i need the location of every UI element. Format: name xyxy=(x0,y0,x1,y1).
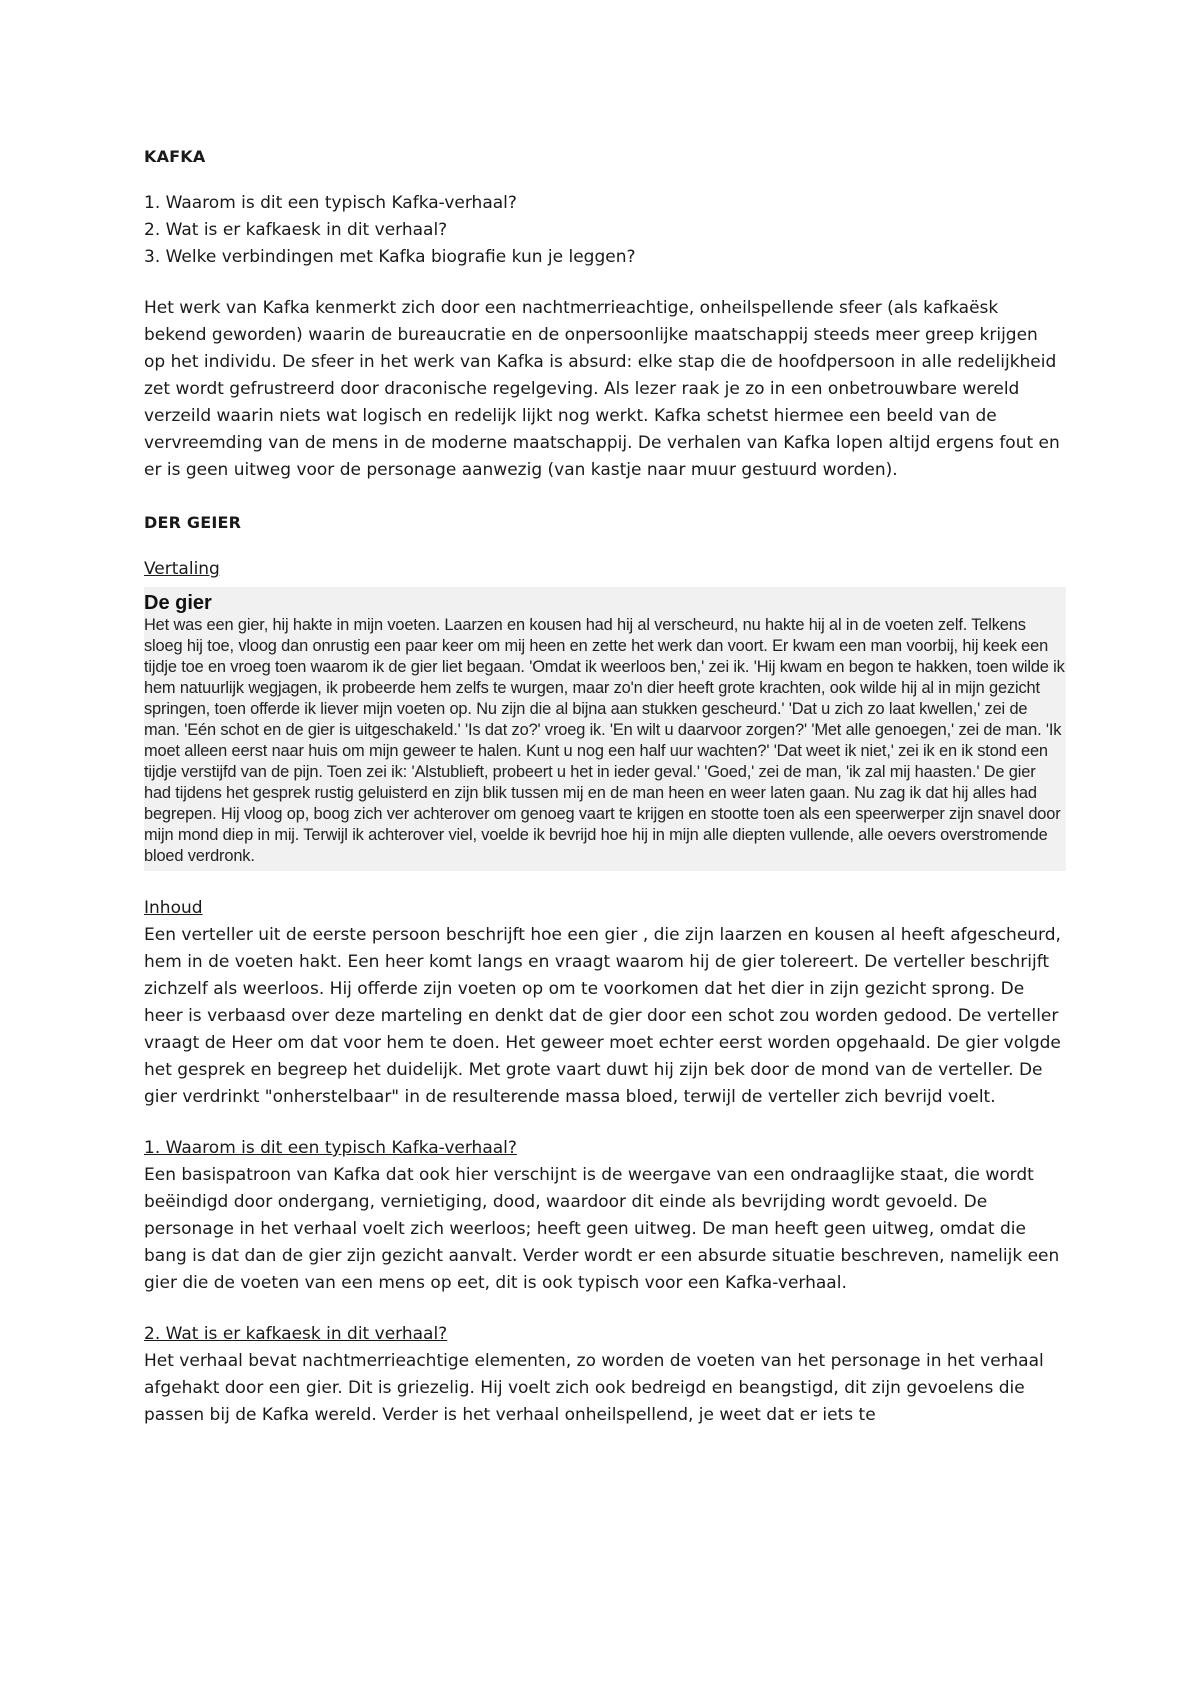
question-item: 3. Welke verbindingen met Kafka biografie kun je leggen? xyxy=(144,247,636,267)
translation-label: Vertaling xyxy=(144,559,220,579)
question-list xyxy=(144,190,1064,271)
answer-1-heading: 1. Waarom is dit een typisch Kafka-verhaal? xyxy=(144,1138,517,1158)
question-item: 2. Wat is er kafkaesk in dit verhaal? xyxy=(144,220,448,240)
question-item: 1. Waarom is dit een typisch Kafka-verhaal? xyxy=(144,193,517,213)
translation-title: De gier xyxy=(144,592,212,614)
answer-2-paragraph: Het verhaal bevat nachtmerrieachtige elementen, zo worden de voeten van het personage in het verhaal afgehakt door een gier. Dit is griezelig. Hij voelt zich ook bedreigd en beangstigd, dit zijn gevoelens die passen bij de Kafka wereld. Verder is het verhaal onheilspellend, je weet dat er iets te xyxy=(144,1351,1044,1425)
intro-paragraph: Het werk van Kafka kenmerkt zich door een nachtmerrieachtige, onheilspellende sfeer (als kafkaësk bekend geworden) waarin de bureaucratie en de onpersoonlijke maatschappij steeds meer greep krijgen op het individu. De sfeer in het werk van Kafka is absurd: elke stap die de hoofdpersoon in alle redelijkheid zet wordt gefrustreerd door draconische regelgeving. Als lezer raak je zo in een onbetrouwbare wereld verzeild waarin niets wat logisch en redelijk lijkt nog werkt. Kafka schetst hiermee een beeld van de vervreemding van de mens in de moderne maatschappij. De verhalen van Kafka lopen altijd ergens fout en er is geen uitweg voor de personage aanwezig (van kastje naar muur gestuurd worden). xyxy=(144,298,1060,480)
answer-1-section xyxy=(144,1135,1064,1297)
translation-box xyxy=(144,587,1066,871)
content-section xyxy=(144,895,1064,1111)
content-heading: Inhoud xyxy=(144,898,203,918)
document-title: KAFKA xyxy=(144,147,206,166)
answer-2-heading: 2. Wat is er kafkaesk in dit verhaal? xyxy=(144,1324,448,1344)
story-heading: DER GEIER xyxy=(144,513,242,532)
answer-2-section xyxy=(144,1321,1064,1429)
answer-1-paragraph: Een basispatroon van Kafka dat ook hier verschijnt is de weergave van een ondraaglijke staat, die wordt beëindigd door ondergang, vernietiging, dood, waardoor dit einde als bevrijding wordt gevoeld. De personage in het verhaal voelt zich weerloos; heeft geen uitweg. De man heeft geen uitweg, omdat die bang is dat dan de gier zijn gezicht aanvalt. Verder wordt er een absurde situatie beschreven, namelijk een gier die de voeten van een mens op eet, dit is ook typisch voor een Kafka-verhaal. xyxy=(144,1165,1060,1293)
translation-text: Het was een gier, hij hakte in mijn voeten. Laarzen en kousen had hij al verscheurd, nu hakte hij al in de voeten zelf. Telkens sloeg hij toe, vloog dan onrustig een paar keer om mij heen en zette het werk dan voort. Er kwam een man voorbij, hij keek een tijdje toe en vroeg toen waarom ik de gier liet begaan. 'Omdat ik weerloos ben,' zei ik. 'Hij kwam en begon te hakken, toen wilde ik hem natuurlijk wegjagen, ik probeerde hem zelfs te wurgen, maar zo'n dier heeft grote krachten, ook wilde hij al in mijn gezicht springen, toen offerde ik liever mijn voeten op. Nu zijn die al bijna aan stukken gescheurd.' 'Dat u zich zo laat kwellen,' zei de man. 'Eén schot en de gier is uitgeschakeld.' 'Is dat zo?' vroeg ik. 'En wilt u daarvoor zorgen?' 'Met alle genoegen,' zei de man. 'Ik moet alleen eerst naar huis om mijn geweer te halen. Kunt u nog een half uur wachten?' 'Dat weet ik niet,' zei ik en ik stond een tijdje verstijfd van de pijn. Toen zei ik: 'Alstublieft, probeert u het in ieder geval.' 'Goed,' zei de man, 'ik zal mij haasten.' De gier had tijdens het gesprek rustig geluisterd en zijn blik tussen mij en de man heen en weer laten gaan. Nu zag ik dat hij alles had begrepen. Hij vloog op, boog zich ver achterover om genoeg vaart te krijgen en stootte toen als een speerwerper zijn snavel door mijn mond diep in mij. Terwijl ik achterover viel, voelde ik bevrijd hoe hij in mijn alle diepten vullende, alle oevers overstromende bloed verdronk. xyxy=(144,616,1065,865)
document-content xyxy=(144,146,1064,1429)
content-paragraph: Een verteller uit de eerste persoon beschrijft hoe een gier , die zijn laarzen en kousen al heeft afgescheurd, hem in de voeten hakt. Een heer komt langs en vraagt waarom hij de gier tolereert. De verteller beschrijft zichzelf als weerloos. Hij offerde zijn voeten op om te voorkomen dat het dier in zijn gezicht sprong. De heer is verbaasd over deze marteling en denkt dat de gier door een schot zou worden gedood. De verteller vraagt de Heer om dat voor hem te doen. Het geweer moet echter eerst worden opgehaald. De gier volgde het gesprek en begreep het duidelijk. Met grote vaart duwt hij zijn bek door de mond van de verteller. De gier verdrinkt "onherstelbaar" in de resulterende massa bloed, terwijl de verteller zich bevrijd voelt. xyxy=(144,925,1061,1107)
